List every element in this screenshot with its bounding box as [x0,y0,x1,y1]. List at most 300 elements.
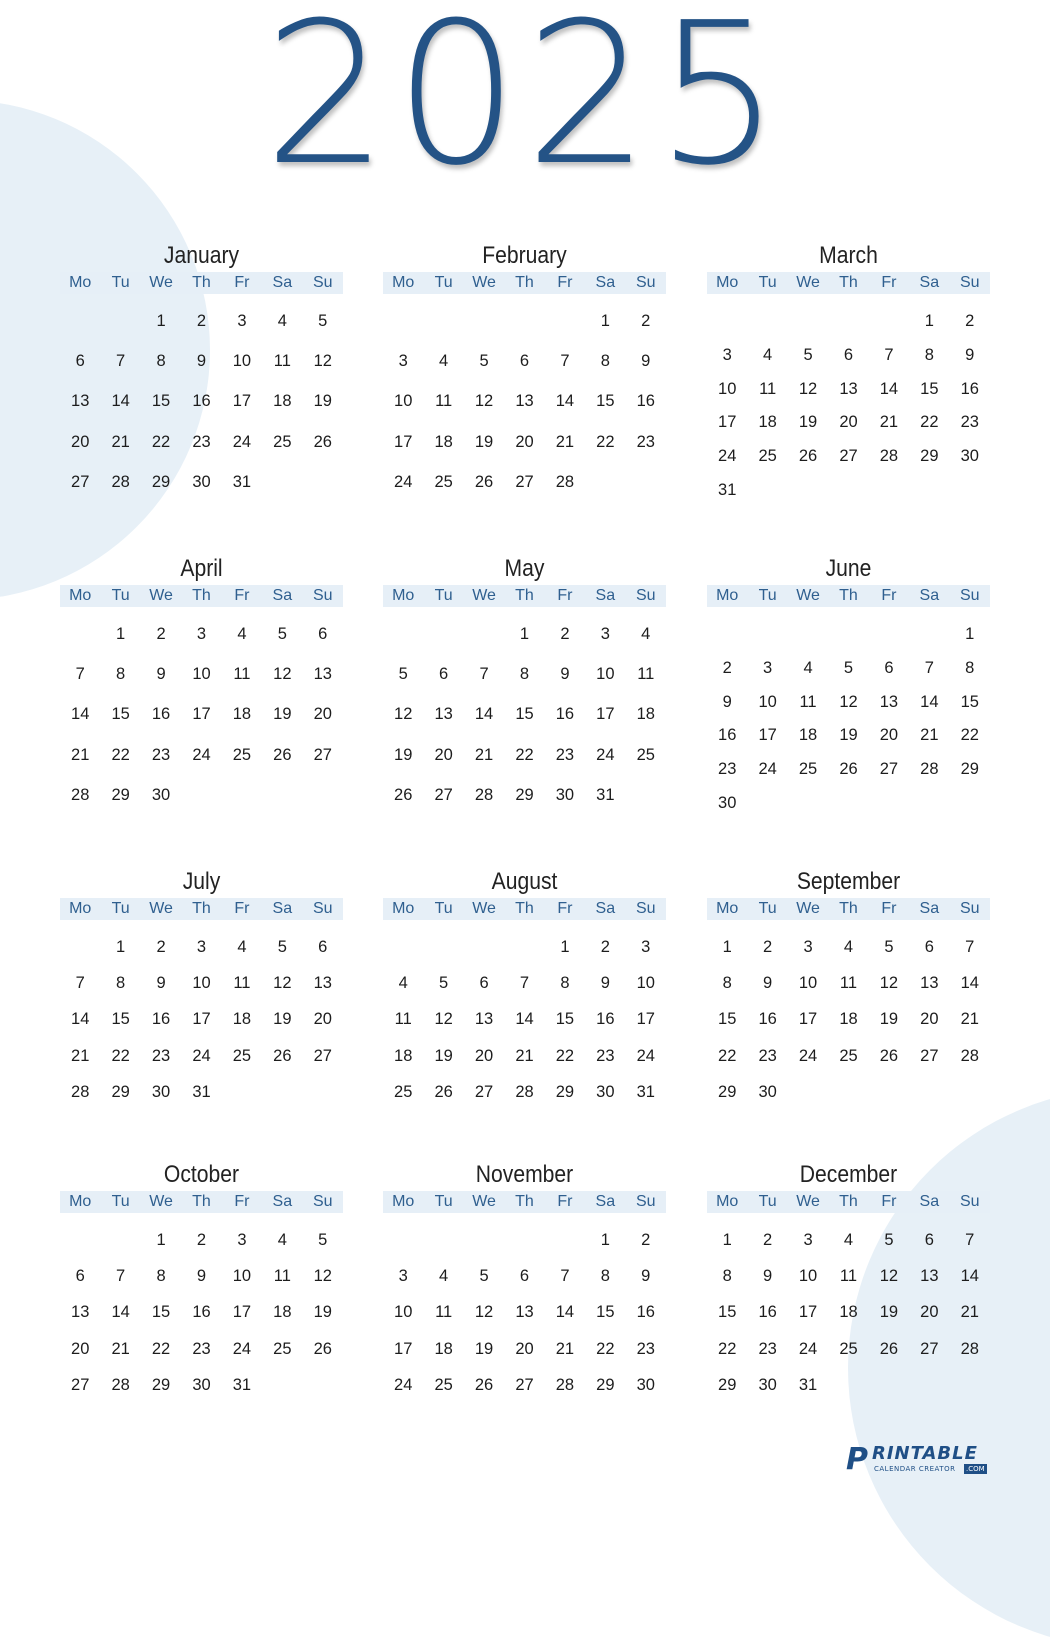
day-cell: 21 [960,1010,979,1029]
day-cell: 7 [965,938,975,956]
day-cell: 1 [116,938,126,956]
day-cell: 14 [71,705,90,724]
day-cell: 9 [722,692,732,711]
day-cell: 13 [515,1303,534,1322]
weekday-label: Mo [392,1193,415,1210]
day-cell: 21 [555,1339,575,1358]
day-cell: 22 [718,1046,737,1065]
day-cell: 3 [196,625,207,643]
day-cell: 26 [839,760,858,779]
weekday-label: Mo [392,587,415,604]
day-cell: 10 [798,974,818,993]
weekday-label: Sa [919,900,940,917]
weekday-label: Fr [881,587,897,604]
day-cell: 15 [151,1303,171,1322]
day-cell: 20 [434,745,453,764]
weekday-header [383,585,666,607]
day-cell: 11 [273,1267,291,1286]
day-cell: 29 [718,1082,737,1101]
day-cell: 26 [273,745,292,764]
weekday-label: Su [635,274,656,291]
weekday-label: Tu [434,900,453,917]
day-cell: 17 [192,1010,211,1029]
day-cell: 21 [920,726,939,745]
day-cell: 18 [839,1303,858,1322]
day-cell: 5 [318,1231,328,1249]
day-cell: 24 [192,745,211,764]
day-cell: 17 [232,1303,252,1322]
day-cell: 11 [394,1010,412,1029]
day-cell: 27 [71,472,90,491]
day-cell: 16 [151,705,171,724]
day-cell: 28 [960,1046,979,1065]
day-cell: 27 [434,785,453,804]
day-cell: 20 [71,1339,90,1358]
day-cell: 29 [555,1082,575,1101]
day-cell: 5 [803,345,813,364]
day-cell: 9 [641,1267,651,1286]
day-cell: 23 [151,1046,171,1065]
day-cell: 24 [192,1046,211,1065]
day-cell: 23 [192,1339,211,1358]
day-cell: 25 [839,1046,858,1065]
day-cell: 6 [519,1267,530,1286]
weekday-label: We [472,274,496,291]
day-cell: 15 [718,1010,737,1029]
day-cell: 22 [718,1339,737,1358]
day-cell: 15 [718,1303,737,1322]
day-cell: 20 [515,432,534,451]
day-cell: 10 [798,1267,818,1286]
day-cell: 13 [474,1010,494,1029]
day-cell: 8 [722,974,732,993]
day-cell: 1 [156,312,166,330]
day-cell: 19 [839,726,858,745]
day-cell: 14 [515,1010,534,1029]
day-cell: 5 [398,665,408,684]
day-cell: 8 [965,658,975,677]
weekday-label: Su [959,274,980,291]
day-cell: 22 [515,745,534,764]
day-cell: 8 [116,665,126,684]
day-cell: 4 [277,312,287,330]
day-cell: 28 [71,785,90,804]
day-cell: 25 [273,1339,292,1358]
day-cell: 5 [479,1267,489,1286]
day-cell: 27 [839,447,858,466]
day-cell: 24 [758,760,777,779]
day-cell: 7 [116,1267,126,1286]
day-cell: 23 [555,745,575,764]
day-cell: 4 [843,938,854,956]
day-cell: 11 [233,974,251,993]
day-cell: 25 [394,1082,413,1101]
weekday-label: Sa [595,587,616,604]
day-cell: 8 [924,345,934,364]
weekday-label: Tu [111,1193,130,1210]
day-cell: 22 [111,1046,130,1065]
day-cell: 23 [636,432,655,451]
day-cell: 10 [232,352,252,371]
day-cell: 11 [839,1267,858,1286]
day-cell: 5 [318,312,328,330]
day-cell: 19 [798,413,818,432]
weekday-header [383,1191,666,1213]
day-cell: 28 [111,472,130,491]
day-cell: 20 [839,413,858,432]
day-cell: 14 [71,1010,90,1029]
day-cell: 10 [192,665,211,684]
day-cell: 6 [318,625,328,643]
day-cell: 11 [435,392,453,411]
weekday-label: Th [192,587,211,604]
day-cell: 26 [434,1082,453,1101]
day-cell: 14 [111,392,130,411]
day-cell: 2 [196,312,207,330]
day-cell: 1 [722,938,732,956]
weekday-label: Tu [111,900,130,917]
day-cell: 14 [920,692,939,711]
day-cell: 24 [394,1375,413,1394]
day-cell: 19 [879,1303,899,1322]
weekday-label: Su [312,1193,333,1210]
day-cell: 25 [636,745,655,764]
day-cell: 3 [398,352,408,371]
day-cell: 15 [596,1303,615,1322]
day-cell: 31 [596,785,615,804]
weekday-label: Sa [595,1193,616,1210]
weekday-header [60,898,343,920]
day-cell: 21 [71,1046,90,1065]
day-cell: 10 [718,379,737,398]
weekday-label: Mo [69,274,92,291]
day-cell: 18 [273,392,292,411]
weekday-label: Su [312,900,333,917]
weekday-header [383,898,666,920]
day-cell: 2 [641,312,651,330]
day-cell: 12 [394,705,413,724]
day-cell: 17 [798,1010,818,1029]
day-cell: 27 [313,745,332,764]
weekday-label: Th [515,587,534,604]
day-cell: 13 [879,692,899,711]
weekday-label: Sa [272,274,293,291]
day-cell: 25 [434,472,453,491]
day-cell: 29 [111,785,130,804]
day-cell: 15 [960,692,979,711]
day-cell: 25 [798,760,818,779]
day-cell: 29 [111,1082,130,1101]
day-cell: 25 [273,432,292,451]
day-cell: 3 [763,658,773,677]
logo-com-badge: .COM [966,1465,985,1473]
day-cell: 8 [560,974,570,993]
month-name: January [163,242,240,269]
weekday-header [60,585,343,607]
day-cell: 24 [636,1046,655,1065]
day-cell: 5 [277,938,287,956]
day-cell: 30 [596,1082,615,1101]
day-cell: 19 [313,1303,332,1322]
logo-word: RINTABLE [872,1443,978,1464]
weekday-label: Tu [434,274,453,291]
day-cell: 16 [960,379,979,398]
day-cell: 12 [474,392,494,411]
day-cell: 22 [111,745,130,764]
weekday-label: Mo [716,587,739,604]
day-cell: 13 [839,379,858,398]
day-cell: 7 [560,352,570,371]
day-cell: 17 [636,1010,655,1029]
day-cell: 20 [920,1010,939,1029]
weekday-label: Sa [595,900,616,917]
weekday-label: Tu [758,1193,777,1210]
day-cell: 18 [636,705,655,724]
day-cell: 7 [75,974,85,993]
month-name: June [825,555,872,582]
weekday-label: Tu [111,274,130,291]
year-title: 2025 [263,0,787,209]
weekday-label: Th [515,900,534,917]
day-cell: 1 [560,938,570,956]
day-cell: 12 [313,1267,332,1286]
day-cell: 19 [273,1010,292,1029]
day-cell: 13 [434,705,453,724]
weekday-label: We [796,900,820,917]
day-cell: 11 [759,379,777,398]
day-cell: 27 [515,1375,534,1394]
day-cell: 22 [596,432,615,451]
weekday-label: Su [635,587,656,604]
day-cell: 28 [71,1082,90,1101]
day-cell: 10 [596,665,615,684]
day-cell: 2 [156,938,166,956]
day-cell: 24 [232,432,252,451]
weekday-label: Sa [595,274,616,291]
weekday-label: We [796,274,820,291]
day-cell: 22 [920,413,939,432]
day-cell: 9 [965,345,975,364]
day-cell: 31 [232,472,252,491]
day-cell: 24 [798,1046,818,1065]
day-cell: 12 [879,974,899,993]
day-cell: 13 [71,392,90,411]
weekday-header [707,898,990,920]
day-cell: 17 [232,392,252,411]
day-cell: 2 [965,312,975,330]
day-cell: 2 [196,1231,207,1249]
day-cell: 6 [924,938,934,956]
day-cell: 2 [722,658,732,677]
weekday-label: Tu [434,1193,453,1210]
day-cell: 24 [394,472,413,491]
weekday-label: Tu [434,587,453,604]
day-cell: 25 [232,1046,252,1065]
weekday-label: Mo [716,1193,739,1210]
day-cell: 23 [596,1046,615,1065]
day-cell: 29 [515,785,534,804]
day-cell: 11 [839,974,858,993]
day-cell: 9 [641,352,651,371]
day-cell: 5 [479,352,489,371]
weekday-label: Th [192,900,211,917]
day-cell: 1 [722,1231,732,1249]
day-cell: 21 [960,1303,979,1322]
day-cell: 30 [192,1375,211,1394]
day-cell: 2 [763,1231,773,1249]
day-cell: 26 [474,1375,494,1394]
day-cell: 6 [75,352,85,371]
weekday-label: Sa [272,587,293,604]
weekday-label: Su [635,900,656,917]
day-cell: 17 [798,1303,818,1322]
day-cell: 19 [474,432,494,451]
weekday-label: Fr [234,900,250,917]
day-cell: 12 [273,974,292,993]
day-cell: 21 [111,1339,130,1358]
day-cell: 24 [232,1339,252,1358]
day-cell: 19 [879,1010,899,1029]
day-cell: 8 [600,1267,610,1286]
weekday-label: We [796,587,820,604]
month-name: November [475,1161,574,1188]
day-cell: 28 [555,1375,575,1394]
day-cell: 3 [600,625,610,643]
day-cell: 30 [718,794,737,812]
weekday-label: Tu [758,900,777,917]
day-cell: 21 [111,432,130,451]
day-cell: 25 [232,745,252,764]
weekday-label: Fr [881,900,897,917]
weekday-label: Th [839,900,858,917]
weekday-label: We [472,900,496,917]
day-cell: 20 [313,705,332,724]
day-cell: 14 [555,392,575,411]
weekday-label: Mo [392,274,415,291]
day-cell: 18 [232,705,252,724]
day-cell: 14 [879,379,899,398]
day-cell: 2 [600,938,610,956]
weekday-label: Sa [919,587,940,604]
weekday-label: Tu [758,274,777,291]
weekday-label: Fr [557,1193,573,1210]
day-cell: 31 [718,481,737,499]
day-cell: 2 [156,625,166,643]
day-cell: 27 [474,1082,494,1101]
day-cell: 6 [843,345,854,364]
day-cell: 26 [879,1046,899,1065]
day-cell: 9 [763,974,773,993]
day-cell: 21 [555,432,575,451]
day-cell: 30 [151,785,171,804]
weekday-label: We [796,1193,820,1210]
day-cell: 14 [555,1303,575,1322]
day-cell: 10 [394,392,413,411]
day-cell: 23 [758,1339,777,1358]
day-cell: 31 [636,1082,655,1101]
weekday-label: Mo [69,900,92,917]
logo-mark: P [846,1442,868,1477]
weekday-label: Sa [272,900,293,917]
weekday-label: Fr [881,274,897,291]
weekday-label: Sa [919,1193,940,1210]
day-cell: 15 [111,705,130,724]
weekday-label: We [149,587,173,604]
day-cell: 4 [398,974,408,993]
day-cell: 25 [758,447,777,466]
day-cell: 21 [71,745,90,764]
day-cell: 26 [798,447,818,466]
day-cell: 27 [515,472,534,491]
day-cell: 3 [237,312,247,330]
day-cell: 29 [960,760,979,779]
day-cell: 4 [277,1231,287,1249]
day-cell: 19 [313,392,332,411]
day-cell: 18 [839,1010,858,1029]
weekday-header [60,1191,343,1213]
day-cell: 11 [435,1303,453,1322]
day-cell: 15 [920,379,939,398]
day-cell: 27 [71,1375,90,1394]
day-cell: 12 [474,1303,494,1322]
day-cell: 10 [394,1303,413,1322]
day-cell: 6 [519,352,530,371]
day-cell: 12 [798,379,818,398]
day-cell: 7 [116,352,126,371]
day-cell: 12 [434,1010,453,1029]
day-cell: 31 [798,1375,818,1394]
day-cell: 21 [474,745,494,764]
day-cell: 26 [879,1339,899,1358]
day-cell: 13 [515,392,534,411]
day-cell: 20 [474,1046,494,1065]
day-cell: 23 [636,1339,655,1358]
day-cell: 30 [555,785,575,804]
month-name: February [482,242,567,269]
day-cell: 9 [600,974,610,993]
day-cell: 27 [313,1046,332,1065]
weekday-label: Mo [716,900,739,917]
day-cell: 1 [116,625,126,643]
day-cell: 4 [641,625,651,643]
day-cell: 28 [879,447,899,466]
day-cell: 1 [600,312,610,330]
weekday-label: Su [312,274,333,291]
day-cell: 6 [924,1231,934,1249]
weekday-header [383,272,666,294]
day-cell: 29 [920,447,939,466]
weekday-label: Th [515,1193,534,1210]
day-cell: 30 [960,447,979,466]
logo-subtitle: CALENDAR CREATOR [874,1465,956,1473]
day-cell: 25 [839,1339,858,1358]
day-cell: 7 [75,665,85,684]
day-cell: 2 [560,625,570,643]
weekday-label: Mo [392,900,415,917]
day-cell: 16 [636,1303,655,1322]
day-cell: 27 [879,760,899,779]
day-cell: 22 [555,1046,575,1065]
day-cell: 6 [479,974,489,993]
day-cell: 13 [313,974,332,993]
month-name: March [819,242,878,269]
weekday-label: We [149,900,173,917]
day-cell: 9 [156,665,166,684]
day-cell: 18 [394,1046,413,1065]
day-cell: 1 [519,625,530,643]
day-cell: 16 [758,1010,777,1029]
day-cell: 19 [273,705,292,724]
